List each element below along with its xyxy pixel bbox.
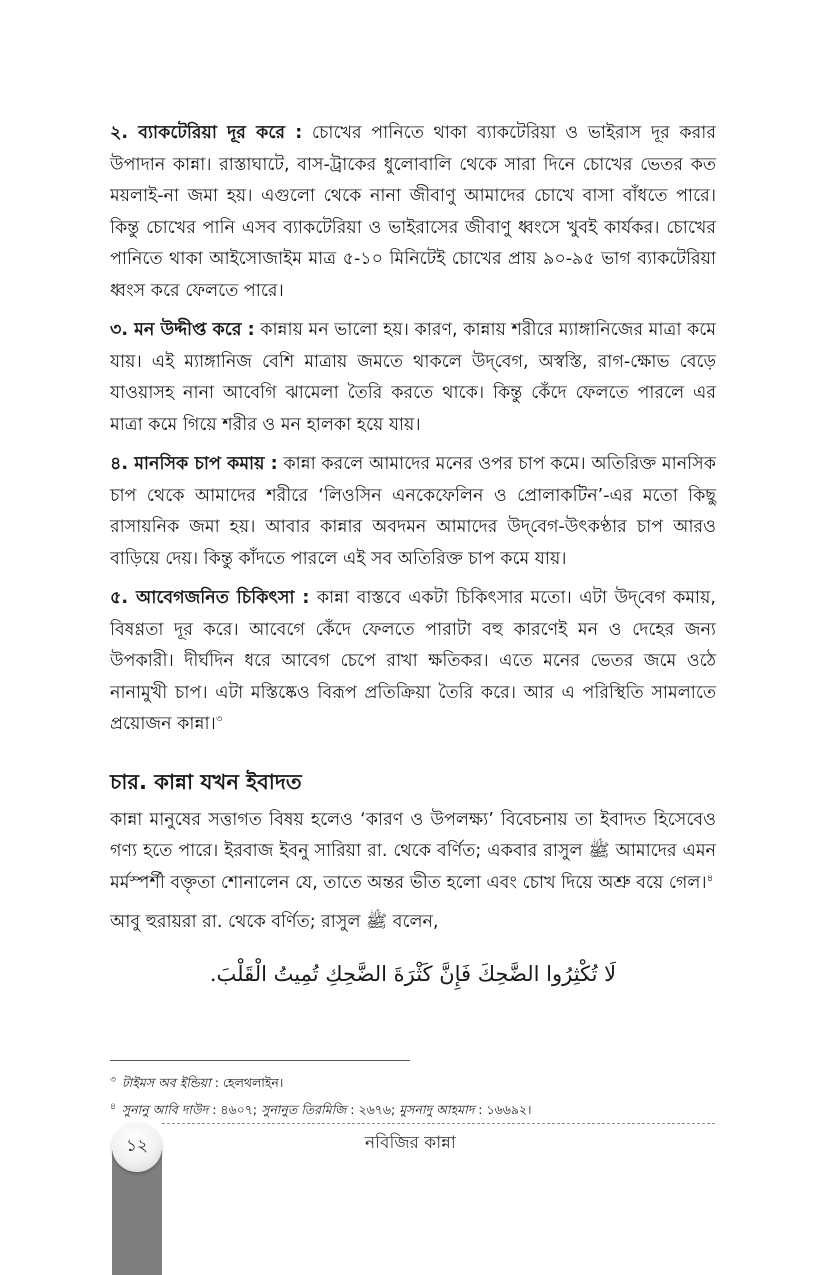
- paragraph-text: কান্না করলে আমাদের মনের ওপর চাপ কমে। অতিরিক্ত মানসিক চাপ থেকে আমাদের শরীরে ‘লিওসিন এনকেফেলিন ও প্রোলাকটিন’-এর মতো কিছু রাসায়নিক জমা হয়। আবার কান্নার অবদমন আমাদের উদ্‌বেগ-উৎকণ্ঠার চাপ আরও বাড়িয়ে দেয়। কিন্তু কাঁদতে পারলে এই সব অতিরিক্ত চাপ কমে যায়।: [110, 454, 716, 569]
- footer-divider: [162, 1123, 715, 1124]
- paragraph-worship: [110, 805, 716, 900]
- paragraph-text: কান্নায় মন ভালো হয়। কারণ, কান্নায় শরীরে ম্যাঙ্গানিজের মাত্রা কমে যায়। এই ম্যাঙ্গানিজ বেশি মাত্রায় জমতে থাকলে উদ্‌বেগ, অস্বস্তি, রাগ-ক্ষোভ বেড়ে যাওয়াসহ নানা আবেগি ঝামেলা তৈরি করতে থাকে। কিন্তু কেঁদে ফেলতে পারলে এর মাত্রা কমে গিয়ে শরীর ও মন হালকা হয়ে যায়।: [110, 320, 716, 435]
- arabic-quote: لَا تُكْثِرُوا الضَّحِكَ فَإِنَّ كَثْرَةَ الضَّحِكِ تُمِيتُ الْقَلْبَ.: [209, 961, 617, 986]
- paragraph-text: কান্না মানুষের সত্তাগত বিষয় হলেও ‘কারণ ও উপলক্ষ্য’ বিবেচনায় তা ইবাদত হিসেবেও গণ্য হতে পারে। ইরবাজ ইবনু সারিয়া রা. থেকে বর্ণিত; একবার রাসুল ﷺ আমাদের এমন মর্মস্পর্শী বক্তৃতা শোনালেন যে, তাতে অন্তর ভীত হলো এবং চোখ দিয়ে অশ্রু বয়ে গেল।: [110, 809, 716, 893]
- page-number-badge: [112, 1122, 162, 1172]
- footnote-reference[interactable]: ৪: [706, 872, 714, 884]
- footnote-source: টাইমস অব ইন্ডিয়া: [121, 1075, 211, 1091]
- footnote-mark: ৩: [110, 1075, 116, 1085]
- footnote-source: সুনানুত তিরমিজি: [261, 1102, 347, 1118]
- footnote-text: : ১৬৬৯২।: [474, 1102, 532, 1118]
- running-title: নবিজির কান্না: [365, 1133, 456, 1153]
- footnotes: [110, 1068, 730, 1122]
- footnote-item: [110, 1068, 730, 1095]
- section-heading: চার. কান্না যখন ইবাদত: [110, 769, 302, 794]
- footnote-source: মুসনাদু আহমাদ: [399, 1102, 475, 1118]
- paragraph-heading: ২. ব্যাকটেরিয়া দূর করে :: [110, 123, 303, 143]
- paragraph-therapy: [110, 583, 716, 741]
- paragraph-text: কান্না বাস্তবে একটা চিকিৎসার মতো। এটা উদ্‌বেগ কমায়, বিষণ্ণতা দূর করে। আবেগে কেঁদে ফেলতে পারাটা বহু কারণেই মন ও দেহের জন্য উপকারী। দীর্ঘদিন ধরে আবেগ চেপে রাখা ক্ষতিকর। এতে মনের ভেতর জমে ওঠে নানামুখী চাপ। এটা মস্তিষ্কেও বিরূপ প্রতিক্রিয়া তৈরি করে। আর এ পরিস্থিতি সামলাতে প্রয়োজন কান্না।: [110, 588, 716, 734]
- footnote-mark: ৪: [110, 1102, 116, 1113]
- footnote-item: [110, 1095, 730, 1122]
- paragraph-bacteria: [110, 118, 716, 307]
- footnote-divider: [110, 1060, 410, 1061]
- paragraph-heading: ৩. মন উদ্দীপ্ত করে :: [110, 320, 255, 340]
- footnote-text: : ৪৬০৭;: [208, 1102, 262, 1118]
- page-number: ১২: [125, 1136, 149, 1156]
- footnote-source: সুনানু আবি দাউদ: [121, 1102, 209, 1118]
- main-content: [110, 118, 716, 991]
- paragraph-stress: [110, 449, 716, 575]
- footnote-text: : ২৬৭৬;: [346, 1102, 400, 1118]
- paragraph-mind: [110, 315, 716, 441]
- hadith-intro: আবু হুরায়রা রা. থেকে বর্ণিত; রাসুল ﷺ বলেন,: [110, 912, 439, 932]
- paragraph-heading: ৫. আবেগজনিত চিকিৎসা :: [110, 588, 310, 608]
- footnote-reference[interactable]: ৩: [215, 714, 223, 726]
- paragraph-text: চোখের পানিতে থাকা ব্যাকটেরিয়া ও ভাইরাস দূর করার উপাদান কান্না। রাস্তাঘাটে, বাস-ট্রাকের ধুলোবালি থেকে সারা দিনে চোখের ভেতর কত ময়লাই-না জমা হয়। এগুলো থেকে নানা জীবাণু আমাদের চোখে বাসা বাঁধতে পারে। কিন্তু চোখের পানি এসব ব্যাকটেরিয়া ও ভাইরাসের জীবাণু ধ্বংসে খুবই কার্যকর। চোখের পানিতে থাকা আইসোজাইম মাত্র ৫-১০ মিনিটেই চোখের প্রায় ৯০-৯৫ ভাগ ব্যাকটেরিয়া ধ্বংস করে ফেলতে পারে।: [110, 123, 716, 301]
- paragraph-heading: ৪. মানসিক চাপ কমায় :: [110, 454, 278, 474]
- footnote-text: : হেলথলাইন।: [210, 1075, 284, 1091]
